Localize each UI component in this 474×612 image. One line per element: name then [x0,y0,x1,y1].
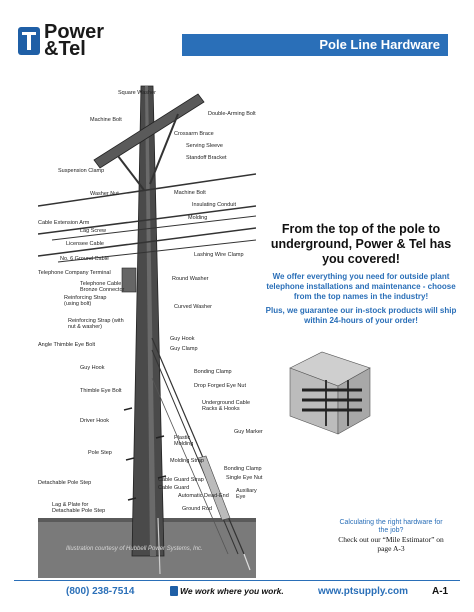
label-telephone-cable: Telephone Cable [80,281,122,287]
label-crossarm-brace: Crossarm Brace [174,131,214,137]
label-round-washer: Round Washer [172,276,209,282]
label-double-arming-bolt: Double-Arming Bolt [208,111,256,117]
brand-name-line2: &Tel [44,38,86,60]
footer-divider [14,580,460,581]
label-driver-hook: Driver Hook [80,418,110,424]
label-telephone-company-terminal: Telephone Company Terminal [38,270,111,276]
brand-name-line1: Power [44,21,105,43]
label-single-eye-nut: Single Eye Nut [226,475,263,481]
label-auxiliary-eye: Auxiliary Eye [236,488,257,500]
label-square-washer: Square Washer [118,90,157,96]
pole-diagram [38,78,263,578]
label-molding-strap: Molding Strap [170,458,204,464]
label-machine-bolt-2: Machine Bolt [174,190,206,196]
footer-website: www.ptsupply.com [318,586,409,597]
label-reinforcing-strap-bolt: Reinforcing Strap (using bolt) [64,295,107,307]
label-no6-ground-cable: No. 6 Ground Cable [60,256,109,262]
label-guy-hook-2: Guy Hook [80,365,105,371]
label-cable-extension-arm: Cable Extension Arm [38,220,90,226]
illustration-credit: Illustration courtesy of Hubbell Power Systems, Inc. [66,546,203,552]
guarantee-text: Plus, we guarantee our in-stock products will ship within 24-hours of your order! [265,306,457,325]
footer-brand-icon [170,586,178,596]
label-lag-screw: Lag Screw [80,228,106,234]
label-curved-washer: Curved Washer [174,304,213,310]
cable-rack-illustration [282,346,378,436]
label-machine-bolt: Machine Bolt [90,117,122,123]
label-washer-nut: Washer Nut [90,191,119,197]
label-plastic-molding: Plastic Molding [174,435,194,447]
footer-page-number: A-1 [432,586,449,597]
label-cable-guard: Cable Guard [158,485,190,491]
label-insulating-conduit: Insulating Conduit [192,202,237,208]
brand-logo [18,21,105,60]
label-standoff-bracket: Standoff Bracket [186,155,227,161]
label-guy-clamp: Guy Clamp [170,346,198,352]
label-licensee-cable: Licensee Cable [66,241,104,247]
label-lag-and-plate: Lag & Plate for Detachable Pole Step [52,502,106,514]
label-automatic-dead-end: Automatic Dead-End [178,493,229,499]
label-angle-thimble-eye-bolt: Angle Thimble Eye Bolt [38,342,96,348]
label-guy-marker: Guy Marker [234,429,263,435]
label-molding: Molding [188,215,208,221]
label-bronze-connector: Bronze Connector [80,287,125,293]
brand-mark-icon [18,27,40,55]
label-detachable-pole-step: Detachable Pole Step [38,480,92,486]
calc-question: Calculating the right hardware for the job? [339,519,443,534]
label-bonding-clamp-2: Bonding Clamp [224,466,262,472]
brand-name [44,21,105,60]
label-drop-forged-eye-nut: Drop Forged Eye Nut [194,383,246,389]
calc-answer: Check out our “Mile Estimator” on page A-3 [338,535,444,553]
headline: From the top of the pole to underground, Power & Tel has you covered! [270,222,452,266]
label-suspension-clamp: Suspension Clamp [58,168,105,174]
label-lashing-wire-clamp: Lashing Wire Clamp [194,252,244,258]
mile-estimator-note [336,519,446,553]
footer-phone: (800) 238-7514 [66,586,135,597]
label-ground-rod: Ground Rod [182,506,212,512]
label-cable-guard-strap: Cable Guard Strap [158,477,204,483]
label-reinforcing-strap-nut: Reinforcing Strap (with nut & washer) [68,318,124,330]
label-pole-step: Pole Step [88,450,112,456]
label-underground-cable-racks: Underground Cable Racks & Hooks [202,400,251,412]
label-thimble-eye-bolt: Thimble Eye Bolt [80,388,122,394]
label-guy-hook: Guy Hook [170,336,195,342]
section-title: Pole Line Hardware [182,34,448,56]
label-bonding-clamp: Bonding Clamp [194,369,232,375]
label-serving-sleeve: Serving Sleeve [186,143,223,149]
offer-text: We offer everything you need for outside plant telephone installations and maintenance - choose from the top names in the industry! [266,272,456,301]
footer-slogan: We work where you work. [180,586,284,596]
